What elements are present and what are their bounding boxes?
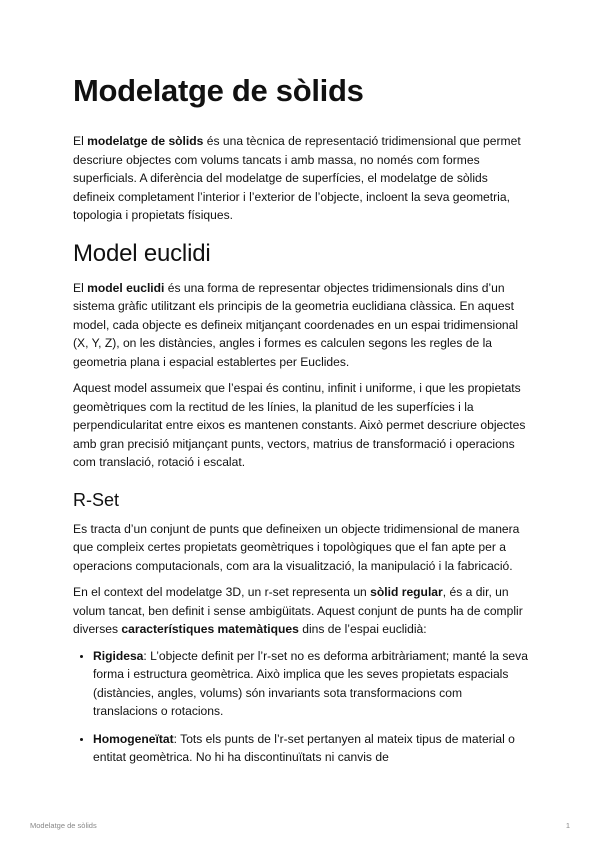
rs-p2-text-1: En el context del modelatge 3D, un r-set representa un [73, 585, 371, 599]
section-heading-model-euclidi: Model euclidi [73, 239, 211, 267]
rs-p2-text-3: dins de l’espai euclidià: [298, 622, 427, 636]
footer-page-number: 1 [565, 821, 570, 830]
list-item-homogeneitat [93, 730, 529, 767]
document-page [73, 72, 529, 776]
list-item-term: Homogeneïtat [93, 731, 174, 746]
footer-title: Modelatge de sòlids [30, 821, 97, 830]
rs-p2-bold-1: sòlid regular [370, 585, 443, 599]
list-item-term: Rigidesa [93, 648, 144, 663]
model-euclidi-paragraph-1 [73, 279, 529, 372]
intro-text-1: El [73, 134, 88, 148]
list-item-text: : Tots els punts de l’r-set pertanyen al mateix tipus de material o entitat geomètrica. No hi ha discontinuïtats ni canvis de [93, 731, 515, 764]
me-p1-bold-1: model euclidi [87, 280, 165, 295]
section-heading-r-set: R-Set [73, 489, 120, 510]
list-item-rigidesa [93, 647, 529, 721]
intro-paragraph [73, 132, 529, 225]
r-set-paragraph-2 [73, 583, 529, 639]
rs-p2-text-2: , és a dir, un volum tancat, ben definit i sense ambigüitats. Aquest conjunt de punts ha de complir diverses [73, 585, 523, 636]
intro-bold-1: modelatge de sòlids [87, 134, 204, 148]
me-p1-text-2: és una forma de representar objectes tridimensionals dins d’un sistema gràfic utilitzant els principis de la geometria euclidiana clàssica. En aquest model, cada objecte es defineix mitjançant coordenades en un espai tridimensional (X, Y, Z), on les distàncies, angles i formes es calculen segons les regles de la geometria plana i espacial establertes per Euclides. [73, 280, 519, 369]
me-p1-text-1: El [73, 280, 88, 295]
model-euclidi-paragraph-2: Aquest model assumeix que l’espai és continu, infinit i uniforme, i que les propietats geomètriques com la rectitud de les línies, la planitud de les superfícies i la perpendicularitat entre eixos es mantenen constants. Això permet descriure objectes amb gran precisió mitjançant punts, vectors, matrius de transformació i operacions com translació, rotació i escalat. [73, 381, 526, 469]
list-item-text: : L’objecte definit per l’r-set no es deforma arbitràriament; manté la seva forma i estructura geomètrica. Això implica que les seves propietats espacials (distàncies, angles, volums) són invariants sota transformacions com translacions o rotacions. [93, 648, 528, 718]
intro-text-2: és una tècnica de representació tridimensional que permet descriure objectes com volums tancats i amb massa, no només com formes superficials. A diferència del modelatge de superfícies, el modelatge de sòlids defineix completament l’interior i l’exterior de l’objecte, incloent la seva geometria, topologia i propietats físiques. [73, 134, 521, 222]
r-set-properties-list [73, 647, 529, 767]
page-title: Modelatge de sòlids [73, 73, 364, 108]
rs-p2-bold-2: característiques matemàtiques [121, 622, 299, 636]
r-set-paragraph-1: Es tracta d’un conjunt de punts que defineixen un objecte tridimensional de manera que compleix certes propietats geomètriques i topològiques que el fan apte per a operacions computacionals, com ara la visualització, la manipulació i la fabricació. [73, 521, 520, 573]
